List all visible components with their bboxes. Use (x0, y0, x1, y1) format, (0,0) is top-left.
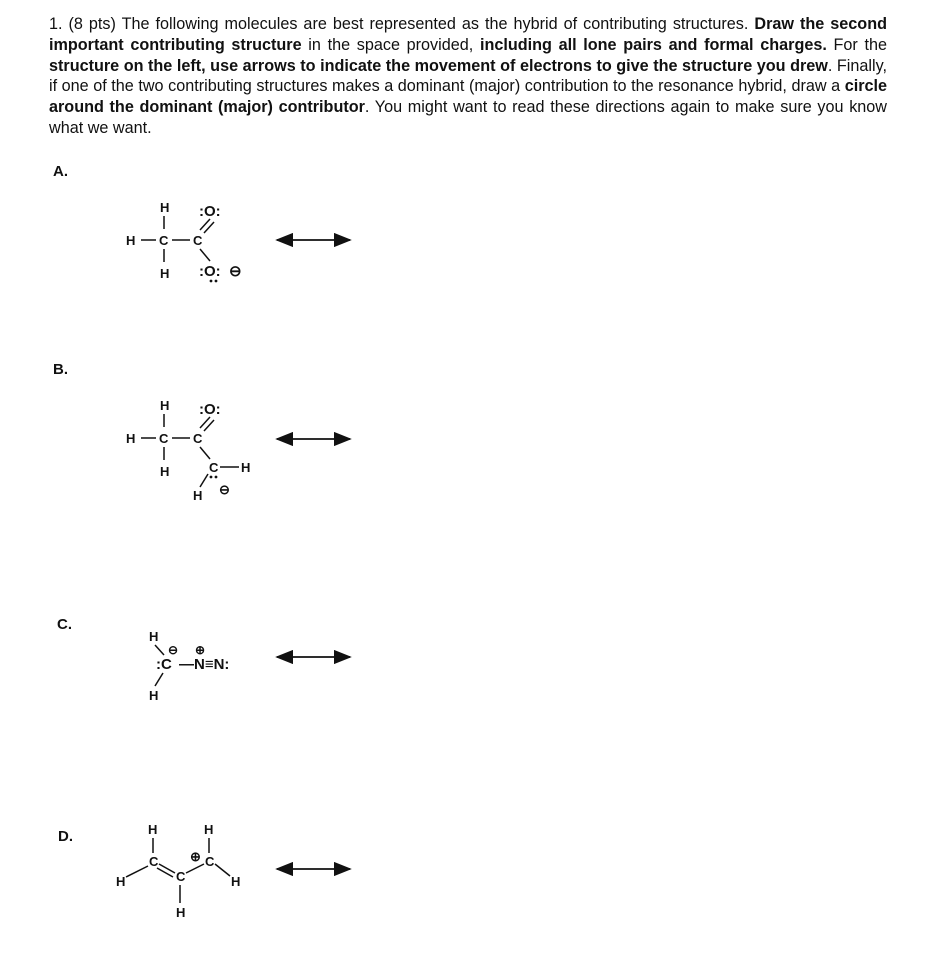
atom-carbon: C (205, 854, 215, 869)
molecule-d (116, 822, 240, 920)
bond (215, 864, 230, 876)
atom-h: H (148, 822, 158, 837)
atom-oxygen: :O: (199, 203, 221, 220)
question-segment: . You might want to read these directions again to make sure you know what we want. (49, 98, 887, 137)
question-segment: structure on the left, use arrows to indicate the movement of electrons to give the structure you drew (49, 56, 828, 75)
question-segment: . Finally, if one of the two contributing structures makes a dominant (major) contribution to the resonance hybrid, draw a (49, 56, 887, 96)
double-bond (157, 868, 173, 877)
molecule-c (149, 629, 229, 703)
bond (200, 474, 208, 487)
part-a-label: A. (53, 163, 68, 180)
lone-pair-dot (210, 280, 213, 283)
atom-carbon: C (159, 431, 169, 446)
molecule-b (126, 398, 250, 503)
formal-charge-positive: ⊕ (195, 643, 206, 657)
atom-h: H (160, 464, 170, 479)
lone-pair-dot (215, 280, 218, 283)
atom-h: H (193, 488, 203, 503)
atom-oxygen: :O: (199, 401, 221, 418)
bond (200, 249, 210, 261)
question-segment: For the (826, 35, 888, 54)
atom-h: H (231, 874, 241, 889)
formal-charge-negative: ⊖ (219, 482, 230, 497)
atom-carbon: C (176, 869, 186, 884)
question-segment: circle around the dominant (major) contributor (49, 77, 887, 117)
atom-carbon: C (149, 854, 159, 869)
atom-carbon: :C (156, 656, 172, 673)
part-d-label: D. (58, 828, 73, 845)
bond (186, 864, 204, 873)
part-b-label: B. (53, 361, 68, 378)
bond (126, 866, 148, 877)
atom-carbon: C (193, 431, 203, 446)
formal-charge-positive: ⊕ (190, 849, 201, 864)
atom-h: H (126, 431, 136, 446)
double-bond (159, 864, 175, 873)
atom-h: H (160, 200, 170, 215)
atom-h: H (176, 905, 186, 920)
atom-carbon: C (159, 233, 169, 248)
atom-h: H (204, 822, 214, 837)
formal-charge-negative: ⊖ (229, 263, 242, 280)
question-segment: in the space provided, (301, 35, 480, 54)
atom-h: H (241, 460, 251, 475)
question-segment: including all lone pairs and formal charges. (479, 35, 827, 54)
bond (155, 645, 164, 655)
atom-h: H (160, 266, 170, 281)
atom-carbon: C (209, 460, 219, 475)
bond (200, 447, 210, 459)
formal-charge-negative: ⊖ (168, 643, 179, 657)
atom-h: H (149, 688, 159, 703)
question-segment: Draw the second important contributing structure (49, 15, 887, 54)
atom-h: H (160, 398, 170, 413)
molecule-a (126, 200, 242, 282)
lone-pair-dot (210, 476, 213, 479)
question-segment: 1. (8 pts) The following molecules are best represented as the hybrid of contributing structures. (49, 15, 755, 33)
atom-carbon: C (193, 233, 203, 248)
nitrogen-chain: —N≡N: (179, 656, 230, 673)
atom-h: H (116, 874, 126, 889)
lone-pair-dot (215, 476, 218, 479)
atom-h: H (149, 629, 159, 644)
bond (155, 673, 163, 686)
part-c-label: C. (57, 616, 72, 633)
atom-oxygen: :O: (199, 263, 221, 280)
atom-h: H (126, 233, 136, 248)
